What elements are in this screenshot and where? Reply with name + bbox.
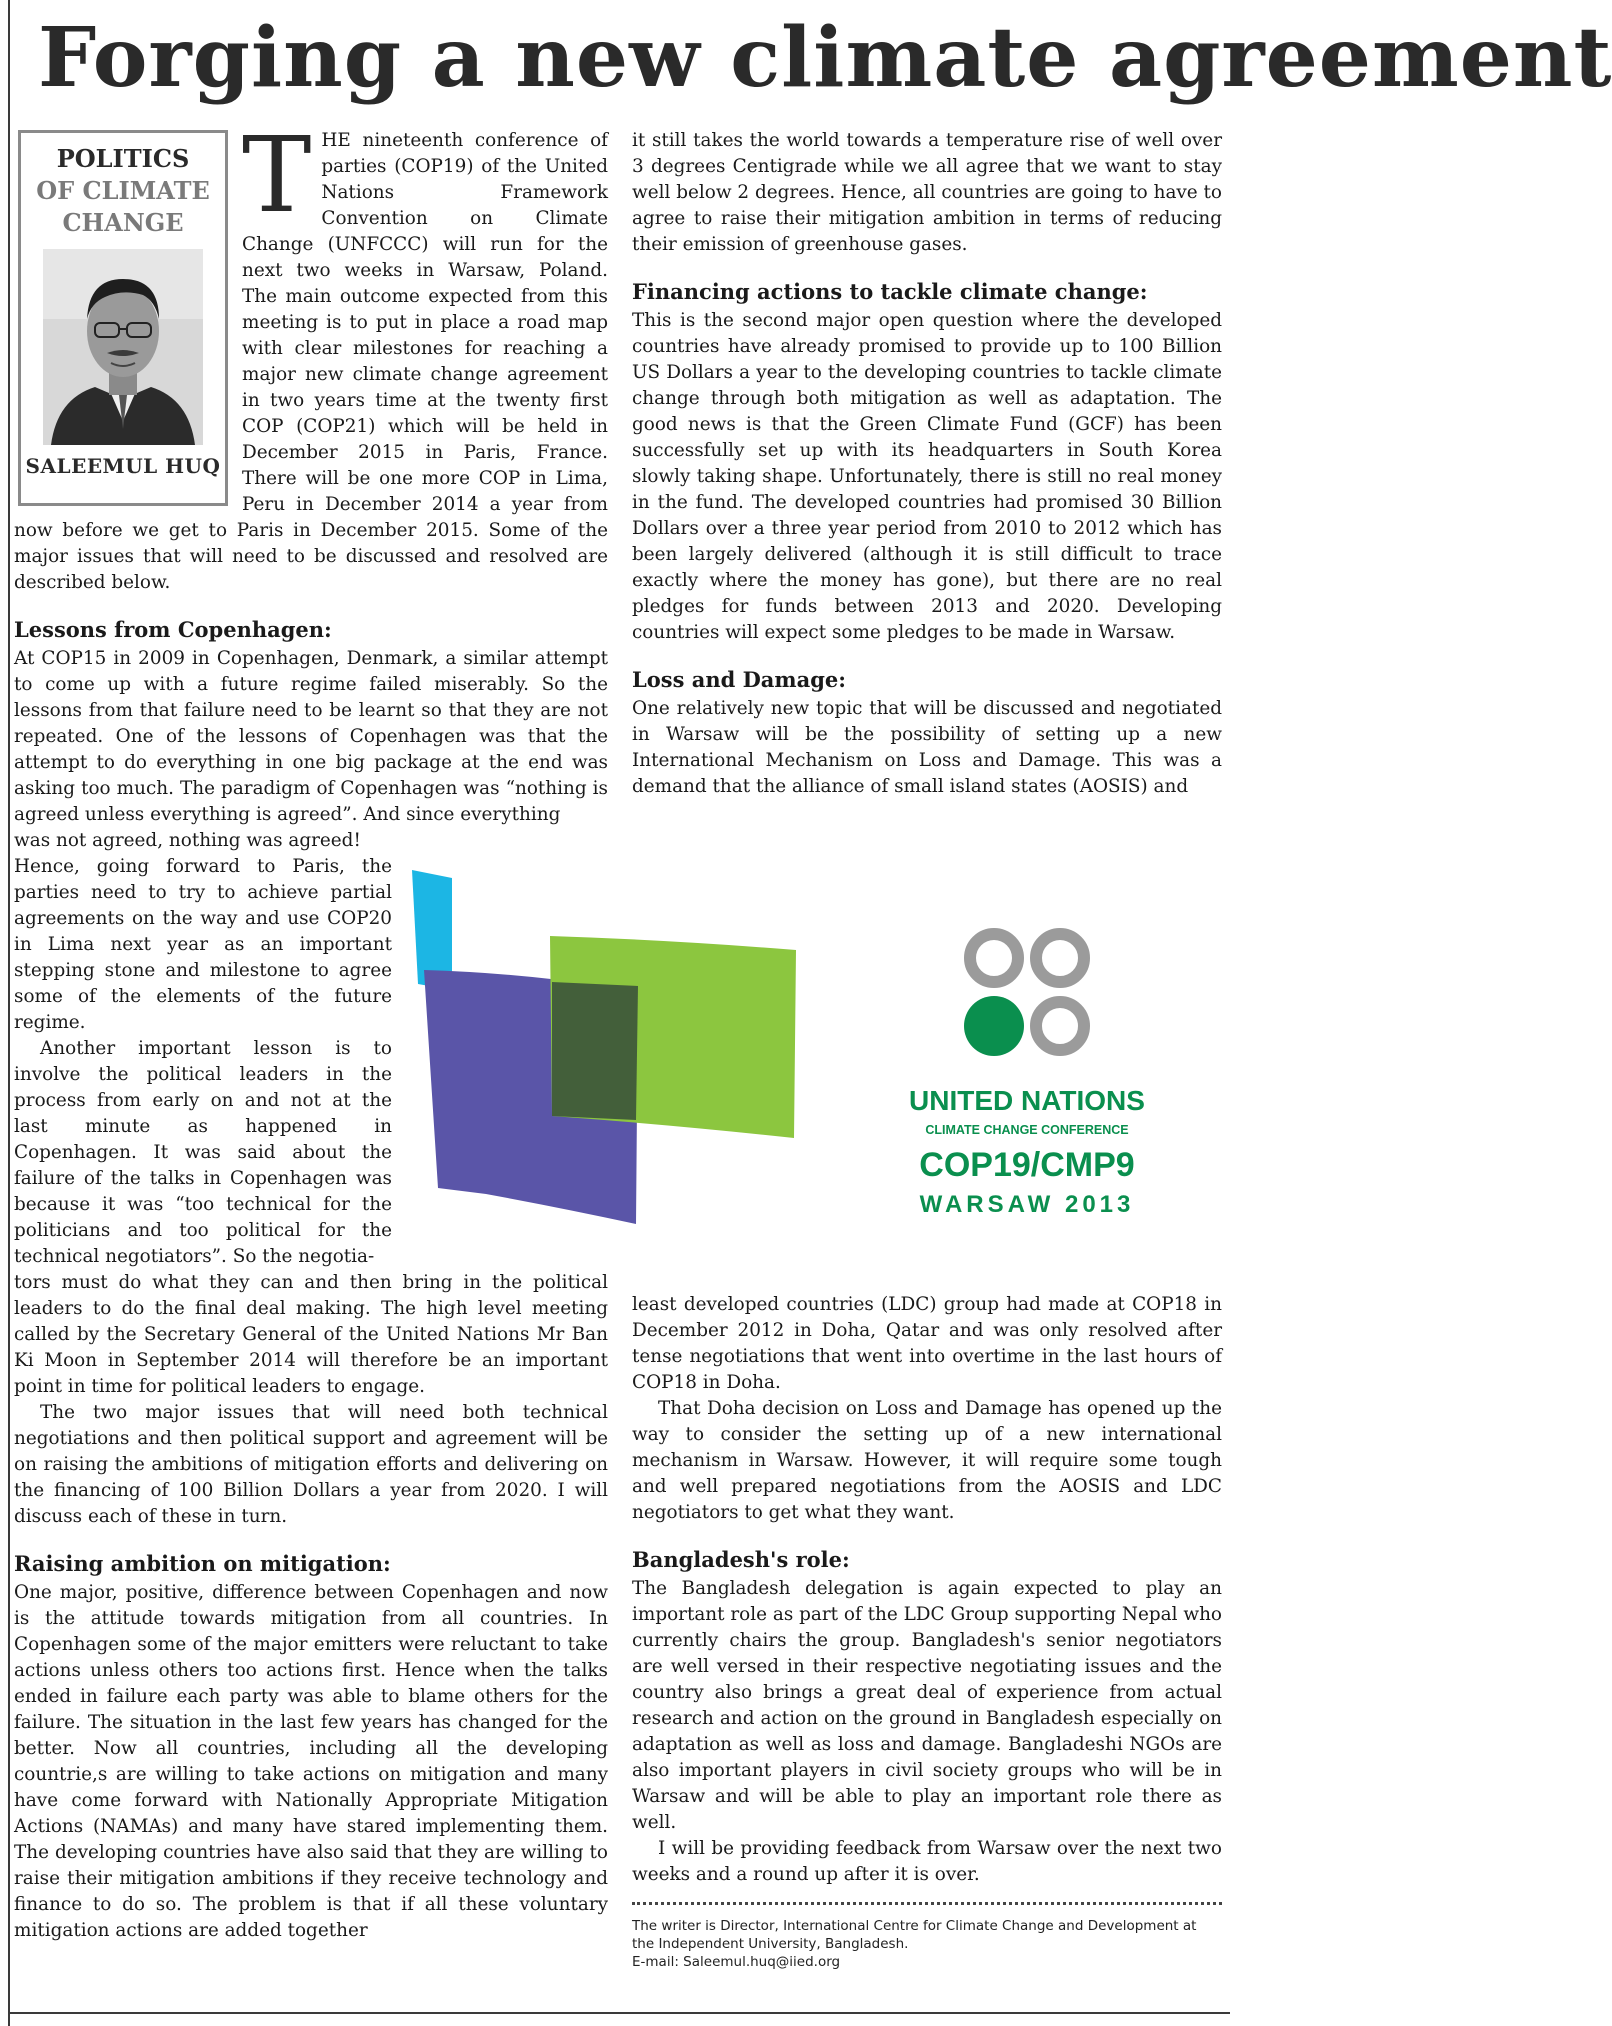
author-name: SALEEMUL HUQ [25,454,221,478]
bangladesh-p2: I will be providing feedback from Warsaw over the next two weeks and a round up after it is over. [632,1838,1222,1885]
right-column [632,128,1222,800]
kicker-line-3: CHANGE [62,208,184,237]
heading-bangladesh: Bangladesh's role: [632,1547,850,1572]
footnote-email: E-mail: Saleemul.huq@iied.org [632,1954,841,1970]
heading-financing: Financing actions to tackle climate change: [632,279,1148,304]
heading-loss-damage: Loss and Damage: [632,667,847,692]
copenhagen-p2: Another important lesson is to involve the political leaders in the process from early on and not at the last minute as happened in Copenhagen. It was said about the failure of the talks in Copenhagen was because it was “too technical for the politicians and too political for the technical negotiators”. So the negotia- [14,1038,392,1267]
author-portrait [43,249,203,445]
copenhagen-p1-rest: Hence, going forward to Paris, the parties need to try to achieve partial agreements on the way and use COP20 in Lima next year as an important stepping stone and milestone to agree some of the elements of the future regime. [14,856,392,1033]
author-box [18,130,228,506]
loss-damage-p2: That Doha decision on Loss and Damage has opened up the way to consider the setting up of a new international mechanism in Warsaw. However, it will require some tough and well prepared negotiations from the AOSIS and LDC negotiators to get what they want. [632,1398,1222,1523]
footnote-divider [632,1902,1222,1905]
copenhagen-p1-line: was not agreed, nothing was agreed! [14,830,361,851]
mitigation-p1-continued: it still takes the world towards a temperature rise of well over 3 degrees Centigrade while we all agree that we want to stay well below 2 degrees. Hence, all countries are going to have to agree to raise their mitigation ambition in terms of reducing their emission of greenhouse gases. [632,130,1222,255]
cop19-logo [412,862,1222,1262]
left-column-rule [8,0,10,2026]
bangladesh-p1: The Bangladesh delegation is again expected to play an important role as part of the LDC Group supporting Nepal who currently chairs the group. Bangladesh's senior negotiators are well versed in their respective negotiating issues and the country also brings a great deal of experience from actual research and action on the ground in Bangladesh especially on adaptation as well as loss and damage. Bangladeshi NGOs are also important players in civil society groups who will be in Warsaw and will be able to play an important role there as well. [632,1578,1222,1833]
copenhagen-p3: The two major issues that will need both technical negotiations and then political support and agreement will be on raising the ambitions of mitigation efforts and delivering on the financing of 100 Billion Dollars a year from 2020. I will discuss each of these in turn. [14,1402,608,1527]
heading-mitigation: Raising ambition on mitigation: [14,1551,391,1576]
copenhagen-p2-rest: tors must do what they can and then bring in the political leaders to do the final deal making. The high level meeting called by the Secretary General of the United Nations Mr Ban Ki Moon in September 2014 will therefore be an important point in time for political leaders to engage. [14,1272,608,1397]
logo-circle-bl [964,996,1024,1056]
logo-overlap [552,982,638,1120]
drop-cap: T [242,114,312,236]
kicker-line-2: OF CLIMATE [36,176,210,205]
logo-place: WARSAW 2013 [919,1191,1135,1218]
kicker-line-1: POLITICS [56,144,190,173]
logo-sub: CLIMATE CHANGE CONFERENCE [925,1123,1129,1137]
loss-damage-p1-continued: least developed countries (LDC) group had made at COP18 in December 2012 in Doha, Qatar and was only resolved after tense negotiations that went into overtime in the last hours of COP18 in Doha. [632,1294,1222,1393]
logo-circle-tl [970,934,1018,982]
logo-circle-tr [1036,934,1084,982]
author-footnote [632,1917,1222,1971]
logo-org: UNITED NATIONS [909,1085,1145,1116]
logo-event: COP19/CMP9 [919,1146,1135,1184]
mitigation-p1: One major, positive, difference between Copenhagen and now is the attitude towards mitigation from all countries. In Copenhagen some of the major emitters were reluctant to take actions unless others too actions first. Hence when the talks ended in failure each party was able to blame others for the failure. The situation in the last few years has changed for the better. Now all countries, including all the developing countrie,s are willing to take actions on mitigation and many have come forward with Nationally Appropriate Mitigation Actions (NAMAs) and many have stared implementing them. The developing countries have also said that they are willing to raise their mitigation ambitions if they receive technology and finance to do so. The problem is that if all these voluntary mitigation actions are added together [14,1582,608,1941]
headline: Forging a new climate agreement [38,10,1612,106]
heading-copenhagen: Lessons from Copenhagen: [14,617,332,642]
intro-paragraph: HE nineteenth conference of parties (COP19) of the United Nations Framework Convention on Climate Change (UNFCCC) will run for the next two weeks in Warsaw, Poland. The main outcome expected from this meeting is to put in place a road map with clear milestones for reaching a major new climate change agreement in two years time at the twenty first COP (COP21) which will be held in December 2015 in Paris, France. There will be one more COP in Lima, Peru in December 2014 a year from now before we get to Paris in December 2015. Some of the major issues that will need to be discussed and resolved are described below. [14,130,608,593]
loss-damage-p1: One relatively new topic that will be discussed and negotiated in Warsaw will be the possibility of setting up a new International Mechanism on Loss and Damage. This was a demand that the alliance of small island states (AOSIS) and [632,698,1222,797]
financing-p1: This is the second major open question where the developed countries have already promised to provide up to 100 Billion US Dollars a year to the developing countries to tackle climate change through both mitigation as well as adaptation. The good news is that the Green Climate Fund (GCF) has been successfully set up with its headquarters in South Korea slowly taking shape. Unfortunately, there is still no real money in the fund. The developed countries had promised 30 Billion Dollars over a three year period from 2010 to 2012 which has been largely delivered (although it is still difficult to trace exactly where the money has gone), but there are no real pledges for funds between 2013 and 2020. Developing countries will expect some pledges to be made in Warsaw. [632,310,1222,643]
bottom-rule [8,2012,1230,2014]
copenhagen-p1: At COP15 in 2009 in Copenhagen, Denmark, a similar attempt to come up with a future regime failed miserably. So the lessons from that failure need to be learnt so that they are not repeated. One of the lessons of Copenhagen was that the attempt to do everything in one big package at the end was asking too much. The paradigm of Copenhagen was “nothing is agreed unless everything is agreed”. And since everything [14,648,608,825]
right-column-lower [632,1292,1222,1971]
logo-circle-br [1036,1002,1084,1050]
footnote-bio: The writer is Director, International Centre for Climate Change and Development at the Independent University, Bangladesh. [632,1918,1197,1952]
